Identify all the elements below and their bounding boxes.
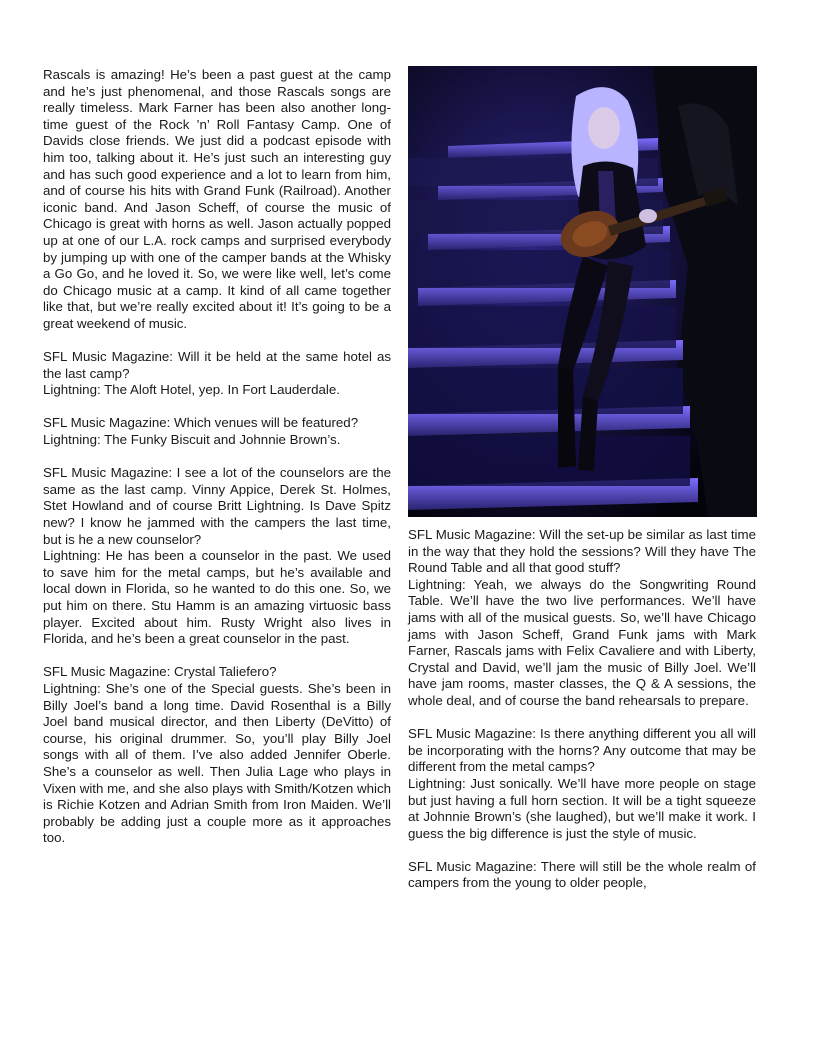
interview-exchange: SFL Music Magazine: There will still be the whole realm of campers from the young to older people,	[408, 858, 756, 891]
article-column-left	[43, 67, 391, 847]
interview-exchange: SFL Music Magazine: I see a lot of the counselors are the same as the last camp. Vinny Appice, Derek St. Holmes, Stet Howland and of course Britt Lightning. Is Dave Spitz new? I know he jammed with the campers the last time, but is he a new counselor? Lightning: He has been a counselor in the past. We used to save him for the metal camps, but he’s available and local down in Florida, so he wanted to do this one. So, we put him on there. Stu Hamm is an amazing virtuosic bass player. Excited about him. Rusty Wright also lives in Florida, and he’s been a great counselor in the past.	[43, 465, 391, 647]
guitarist-on-stairs-photo	[408, 66, 757, 517]
photo-illustration	[408, 66, 757, 517]
article-column-right	[408, 527, 756, 892]
interview-exchange: SFL Music Magazine: Will it be held at the same hotel as the last camp? Lightning: The Aloft Hotel, yep. In Fort Lauderdale.	[43, 349, 391, 398]
interview-exchange: SFL Music Magazine: Will the set-up be similar as last time in the way that they hold the sessions? Will they have The Round Table and all that good stuff? Lightning: Yeah, we always do the Songwriting Round Table. We’ll have the two live performances. We’ll have jams with all of the musical guests. So, we’ll have Chicago jams with Jason Scheff, Grand Funk jams with Mark Farner, Rascals jams with Felix Cavaliere and with Liberty, Crystal and David, we’ll jam the music of Billy Joel. We’ll have jam rooms, master classes, the Q & A sessions, the whole deal, and of course the band rehearsals to prepare.	[408, 527, 756, 708]
interview-exchange: SFL Music Magazine: Is there anything different you all will be incorporating with the horns? Any outcome that may be different from the metal camps? Lightning: Just sonically. We’ll have more people on stage but just having a full horn section. It will be a tight squeeze at Johnnie Brown’s (she laughed), but we’ll make it work. I guess the big difference is just the style of music.	[408, 726, 756, 841]
interview-exchange: SFL Music Magazine: Crystal Taliefero? Lightning: She’s one of the Special guests. She’s been in Billy Joel’s band a long time. David Rosenthal is a Billy Joel band musical director, and then Liberty (DeVitto) of course, his original drummer. So, you’ll play Billy Joel songs with all of them. I’ve also added Jennifer Oberle. She’s a counselor as well. Then Julia Lage who plays in Vixen with me, and she also plays with Smith/Kotzen which is Richie Kotzen and Adrian Smith from Iron Maiden. We’ll probably be adding just a couple more as it approaches too.	[43, 664, 391, 846]
paragraph: Rascals is amazing! He’s been a past guest at the camp and he’s just phenomenal, and those Rascals songs are really timeless. Mark Farner has been also another long-time guest of the Rock ’n’ Roll Fantasy Camp. One of Davids close friends. We just did a podcast episode with him too, talking about it. He’s just such an interesting guy and has such good experience and a lot to learn from him, and of course his hits with Grand Funk (Railroad). Another iconic band. And Jason Scheff, of course the music of Chicago is great with horns as well. Jason actually popped up at one of our L.A. rock camps and surprised everybody by jumping up with one of the camper bands at the Whisky a Go Go, and he loved it. So, we were like well, let’s come do Chicago music at a camp. It kind of all came together like that, but we’re really excited about it! It’s going to be a great weekend of music.	[43, 67, 391, 331]
interview-exchange: SFL Music Magazine: Which venues will be featured? Lightning: The Funky Biscuit and Johnnie Brown’s.	[43, 415, 359, 448]
